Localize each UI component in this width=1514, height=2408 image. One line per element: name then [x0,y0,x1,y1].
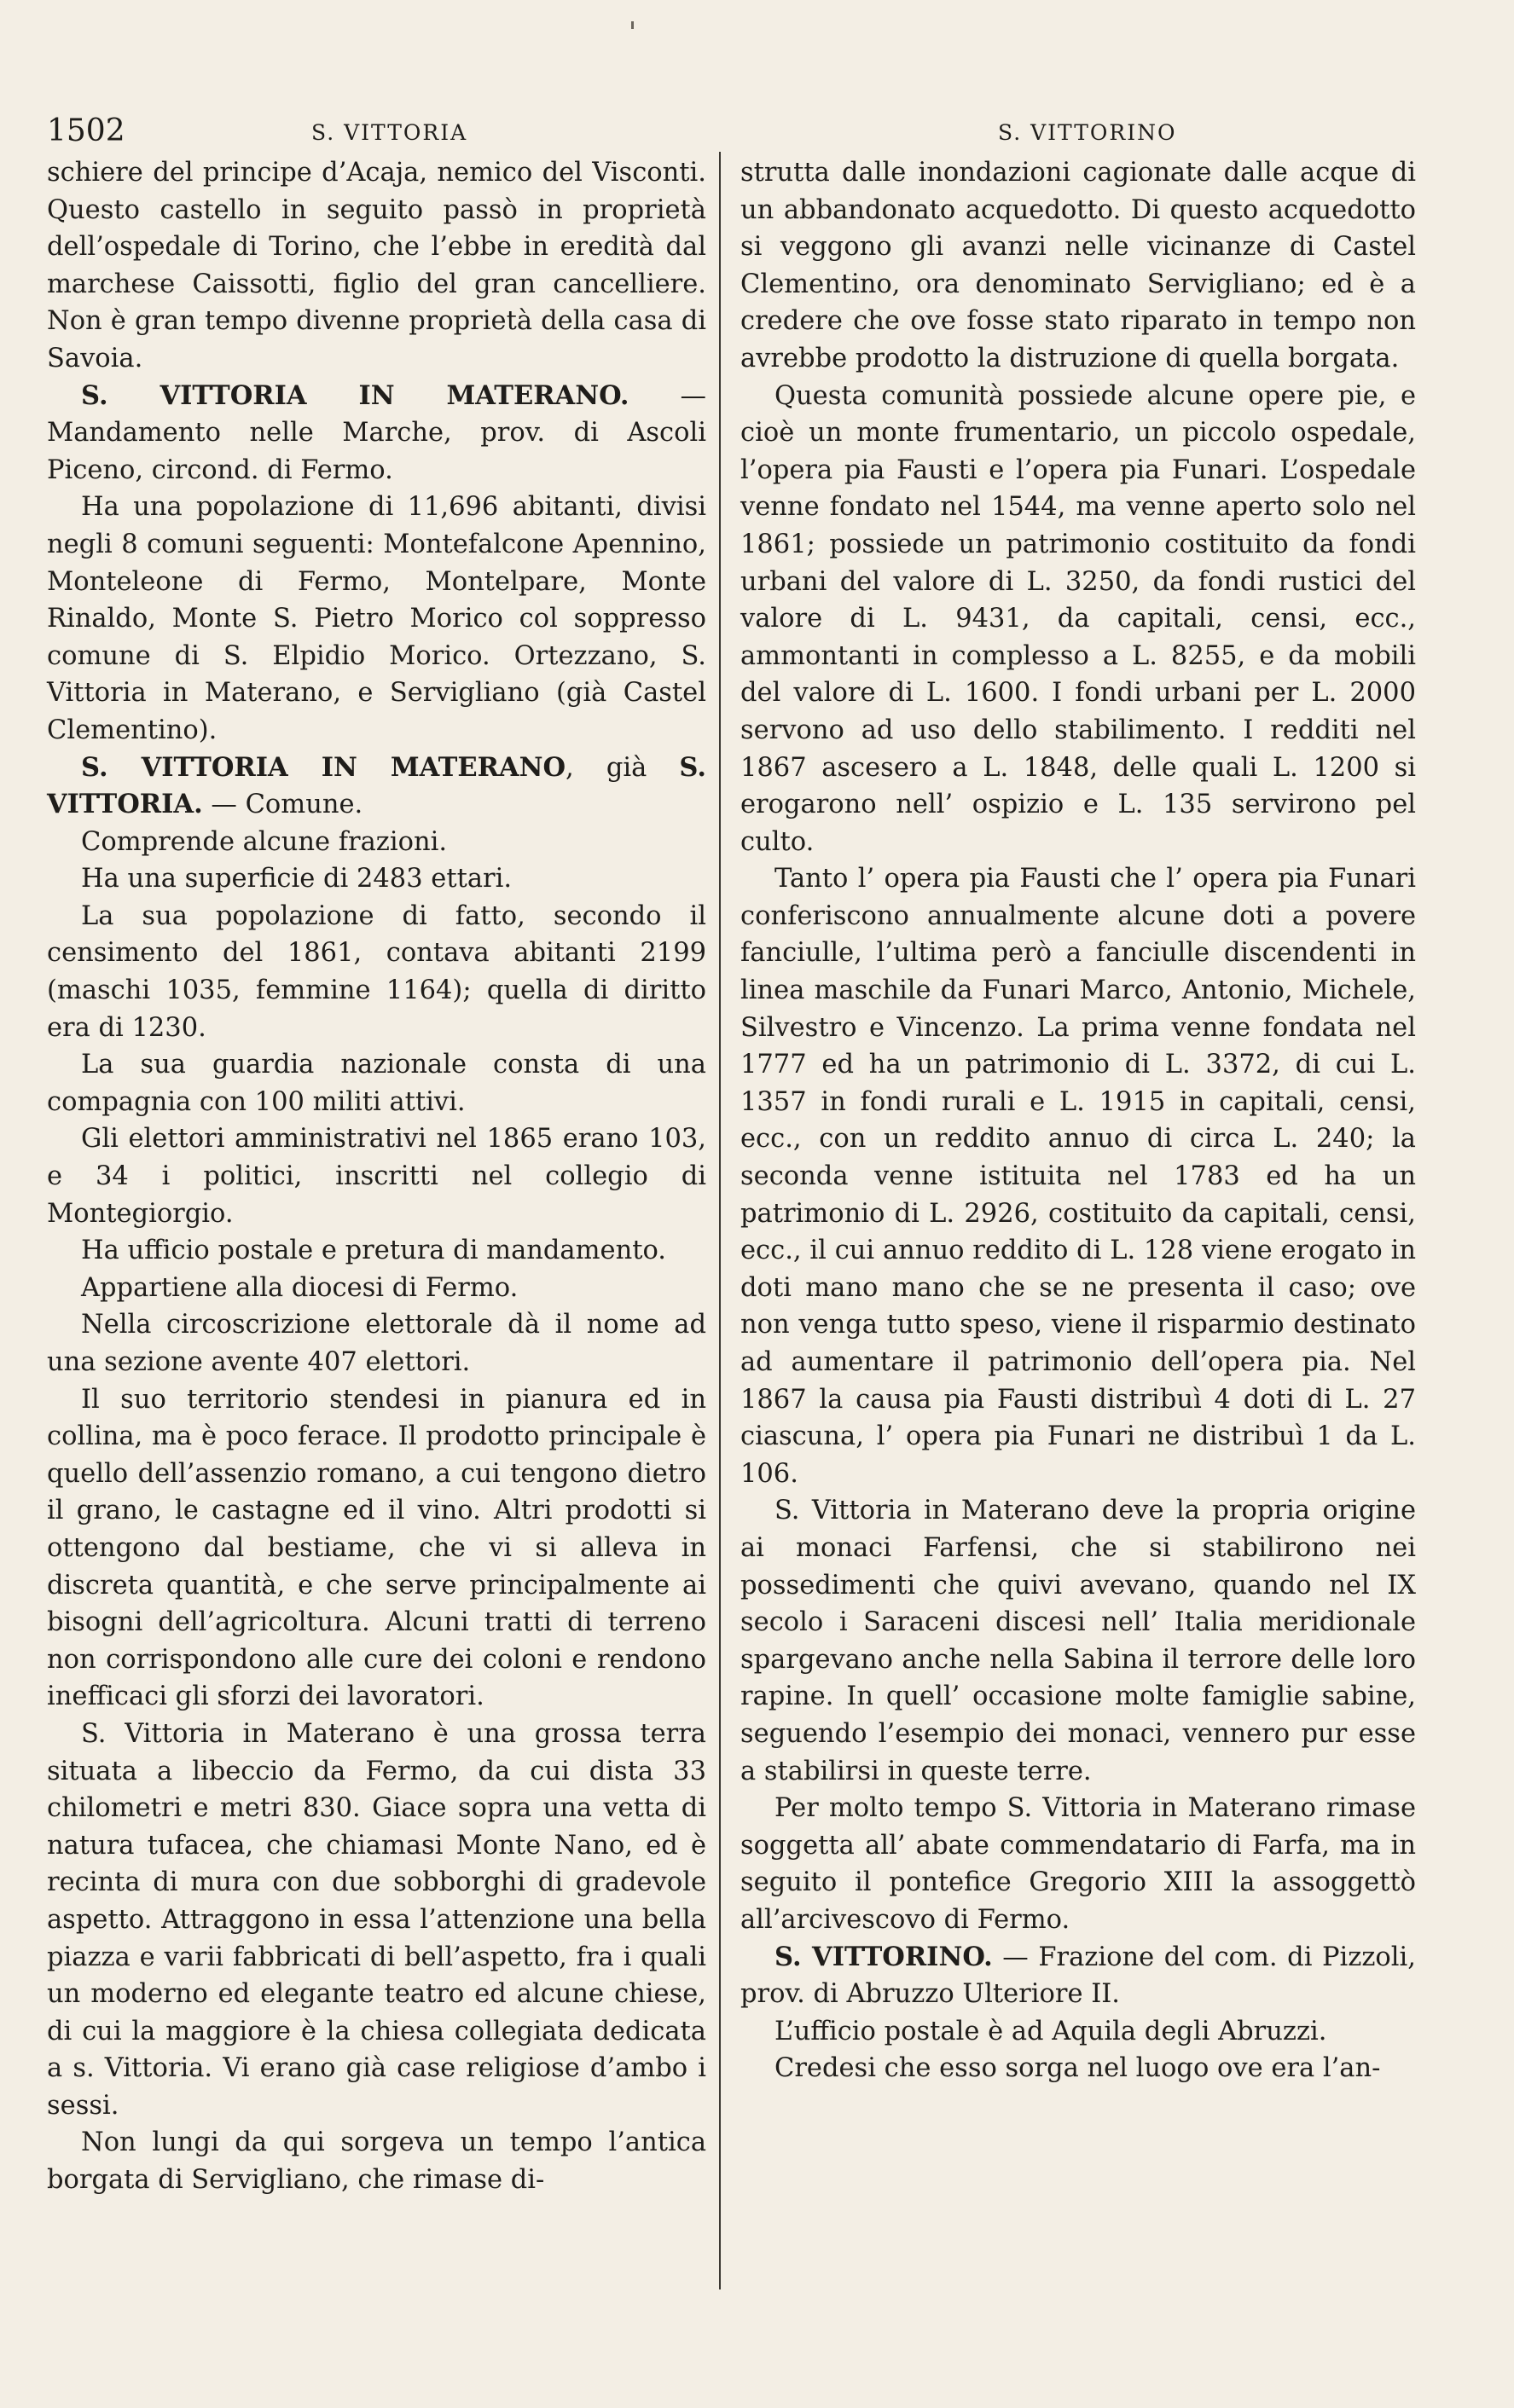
paragraph: Ha una superficie di 2483 ettari. [81,864,513,894]
paragraph: La sua guardia nazionale consta di una compagnia con 100 militi attivi. [47,1050,706,1117]
column-divider [719,152,721,2289]
entry-title: S. VITTORIA IN MATERANO. [81,379,629,411]
page-number: 1502 [47,113,125,148]
paragraph: Ha una popolazione di 11,696 abitanti, divisi negli 8 comuni seguenti: Montefalcone Apennino, Monteleone di Fermo, Montelpare, Monte Rinaldo, Monte S. Pietro Morico col soppresso comune di S. Elpidio Morico. Ortezzano, S. Vittoria in Materano, e Servigliano (già Castel Clementino). [47,492,706,745]
paragraph: Non lungi da qui sorgeva un tempo l’antica borgata di Servigliano, che rimase di- [47,2127,706,2196]
paragraph: Nella circoscrizione elettorale dà il nome ad una sezione avente 407 elettori. [47,1310,706,1377]
entry-title-alt: S. VITTORIA. [47,751,706,820]
paragraph: Gli elettori amministrativi nel 1865 erano 103, e 34 i politici, inscritti nel collegio di Montegiorgio. [47,1124,706,1229]
paragraph: L’ufficio postale è ad Aquila degli Abruzzi. [774,2016,1327,2046]
paragraph: strutta dalle inondazioni cagionate dalle acque di un abbandonato acquedotto. Di questo acquedotto si veggono gli avanzi nelle vicinanze di Castel Clementino, ora denominato Servigliano; ed è a credere che ove fosse stato riparato in tempo non avrebbe prodotto la distruzione di quella borgata. [740,158,1416,373]
running-head-right: S. VITTORINO [998,120,1177,145]
paragraph: Il suo territorio stendesi in pianura ed in collina, ma è poco ferace. Il prodotto principale è quello dell’assenzio romano, a cui tengono dietro il grano, le castagne ed il vino. Altri prodotti si ottengono dal bestiame, che vi si alleva in discreta quantità, e che serve principalmente ai bisogni dell’agricoltura. Alcuni tratti di terreno non corrispondono alle cure dei coloni e rendono inefficaci gli sforzi dei lavoratori. [47,1384,706,1712]
paragraph: Tanto l’ opera pia Fausti che l’ opera pia Funari conferiscono annualmente alcune doti a povere fanciulle, l’ultima però a fanciulle discendenti in linea maschile da Funari Marco, Antonio, Michele, Silvestro e Vincenzo. La prima venne fondata nel 1777 ed ha un patrimonio di L. 3372, di cui L. 1357 in fondi rurali e L. 1915 in capitali, censi, ecc., con un reddito annuo di circa L. 240; la seconda venne istituita nel 1783 ed ha un patrimonio di L. 2926, costituito da capitali, censi, ecc., il cui annuo reddito di L. 128 viene erogato in doti mano mano che se ne presenta il caso; ove non venga tutto speso, viene il risparmio destinato ad aumentare il patrimonio dell’opera pia. Nel 1867 la causa pia Fausti distribuì 4 doti di L. 27 ciascuna, l’ opera pia Funari ne distribuì 1 da L. 106. [740,864,1416,1489]
paragraph: schiere del principe d’Acaja, nemico del Visconti. Questo castello in seguito passò in proprietà dell’ospedale di Torino, che l’ebbe in eredità dal marchese Caissotti, figlio del gran cancelliere. Non è gran tempo divenne proprietà della casa di Savoia. [47,158,706,373]
right-column [740,154,1416,2087]
paragraph: La sua popolazione di fatto, secondo il censimento del 1861, contava abitanti 2199 (maschi 1035, femmine 1164); quella di diritto era di 1230. [47,900,706,1043]
paragraph: Per molto tempo S. Vittoria in Materano rimase soggetta all’ abate commendatario di Farfa, ma in seguito il pontefice Gregorio XIII la assoggettò all’arcivescovo di Fermo. [740,1793,1416,1935]
paragraph: S. Vittoria in Materano deve la propria origine ai monaci Farfensi, che si stabilirono nei possedimenti che quivi avevano, quando nel IX secolo i Saraceni discesi nell’ Italia meridionale spargevano anche nella Sabina il terrore delle loro rapine. In quell’ occasione molte famiglie sabine, seguendo l’esempio dei monaci, vennero pur esse a stabilirsi in queste terre. [740,1496,1416,1786]
paragraph: Comprende alcune frazioni. [81,826,448,857]
entry-title: S. VITTORIA IN MATERANO [81,751,566,783]
left-column [47,154,706,2199]
entry-comune: S. VITTORIA IN MATERANO, già S. VITTORIA. — Comune. [47,751,706,820]
entry-mandamento: S. VITTORIA IN MATERANO. — Mandamento nelle Marche, prov. di Ascoli Piceno, circond. di Fermo. [47,379,706,485]
paragraph: Ha ufficio postale e pretura di mandamento. [81,1236,666,1266]
scan-mark [631,21,634,29]
paragraph: Questa comunità possiede alcune opere pie, e cioè un monte frumentario, un piccolo ospedale, l’opera pia Fausti e l’opera pia Funari. L’ospedale venne fondato nel 1544, ma venne aperto solo nel 1861; possiede un patrimonio costituito da fondi urbani del valore di L. 3250, da fondi rustici del valore di L. 9431, da capitali, censi, ecc., ammontanti in complesso a L. 8255, e da mobili del valore di L. 1600. I fondi urbani per L. 2000 servono ad uso dello stabilimento. I redditi nel 1867 ascesero a L. 1848, delle quali L. 1200 si erogarono nell’ ospizio e L. 135 servirono pel culto. [740,380,1416,857]
paragraph: Appartiene alla diocesi di Fermo. [81,1272,519,1303]
paragraph: S. Vittoria in Materano è una grossa terra situata a libeccio da Fermo, da cui dista 33 chilometri e metri 830. Giace sopra una vetta di natura tufacea, che chiamasi Monte Nano, ed è recinta di mura con due sobborghi di gradevole aspetto. Attraggono in essa l’attenzione una bella piazza e varii fabbricati di bell’aspetto, fra i quali un moderno ed elegante teatro ed alcune chiese, di cui la maggiore è la chiesa collegiata dedicata a s. Vittoria. Vi erano già case religiose d’ambo i sessi. [47,1718,706,2121]
entry-title: S. VITTORINO. [774,1941,993,1972]
paragraph: Credesi che esso sorga nel luogo ove era l’an- [774,2053,1381,2084]
running-head-left: S. VITTORIA [311,120,468,145]
entry-frazione: S. VITTORINO. — Frazione del com. di Pizzoli, prov. di Abruzzo Ulteriore II. [740,1941,1416,2010]
